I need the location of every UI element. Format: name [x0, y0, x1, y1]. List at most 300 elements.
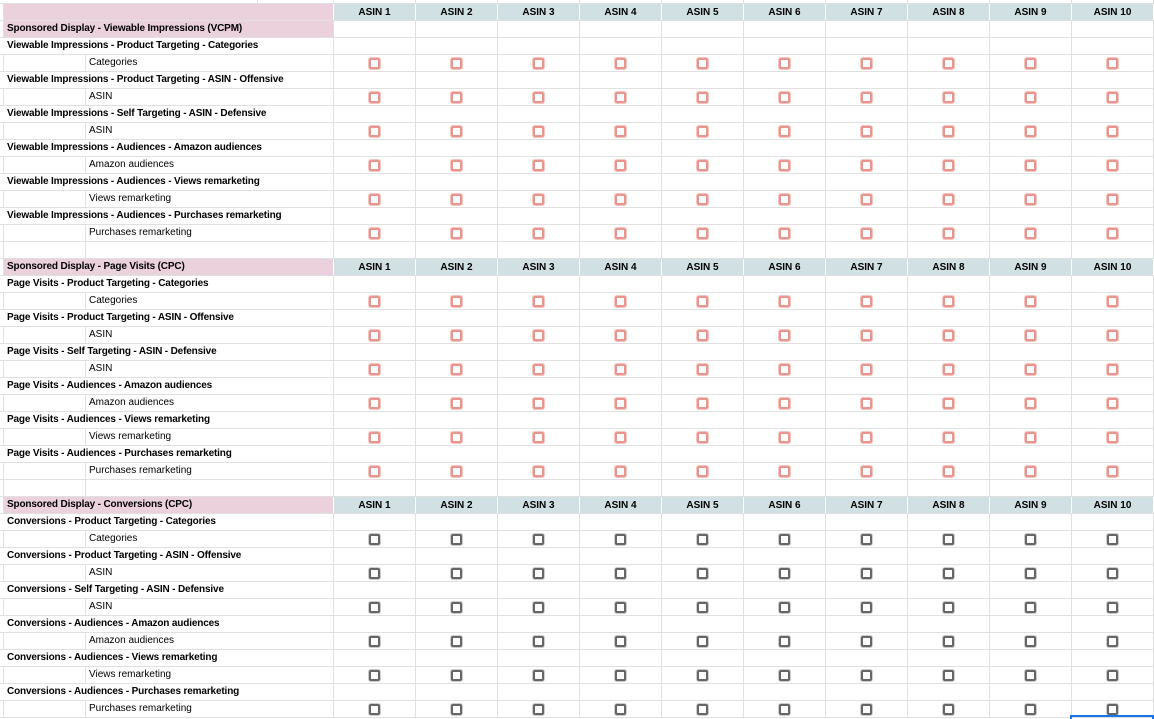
checkbox-asin-5[interactable] — [697, 568, 708, 579]
checkbox-asin-10[interactable] — [1107, 432, 1118, 443]
checkbox-asin-4[interactable] — [615, 670, 626, 681]
checkbox-asin-6[interactable] — [779, 432, 790, 443]
checkbox-asin-10[interactable] — [1107, 58, 1118, 69]
checkbox-asin-7[interactable] — [861, 160, 872, 171]
checkbox-cell-asin-10 — [1072, 89, 1154, 105]
checkbox-asin-5[interactable] — [697, 92, 708, 103]
item-label-cell: ASIN — [86, 89, 334, 105]
checkbox-asin-7[interactable] — [861, 58, 872, 69]
checkbox-asin-8[interactable] — [943, 636, 954, 647]
checkbox-asin-7[interactable] — [861, 92, 872, 103]
checkbox-asin-7[interactable] — [861, 296, 872, 307]
checkbox-asin-10[interactable] — [1107, 92, 1118, 103]
checkbox-asin-6[interactable] — [779, 364, 790, 375]
checkbox-asin-3[interactable] — [533, 636, 544, 647]
checkbox-asin-10[interactable] — [1107, 398, 1118, 409]
checkbox-cell-asin-3 — [498, 565, 580, 581]
checkbox-asin-2[interactable] — [451, 58, 462, 69]
empty-cell-asin-8 — [908, 514, 990, 530]
checkbox-asin-3[interactable] — [533, 568, 544, 579]
checkbox-asin-3[interactable] — [533, 330, 544, 341]
checkbox-asin-10[interactable] — [1107, 126, 1118, 137]
empty-cell-asin-6 — [744, 344, 826, 360]
checkbox-asin-8[interactable] — [943, 228, 954, 239]
empty-cell-asin-7 — [826, 344, 908, 360]
checkbox-asin-8[interactable] — [943, 364, 954, 375]
empty-cell-asin-6 — [744, 548, 826, 564]
item-label-cell: ASIN — [86, 123, 334, 139]
empty-cell-asin-5 — [662, 446, 744, 462]
checkbox-asin-4[interactable] — [615, 160, 626, 171]
checkbox-asin-5[interactable] — [697, 398, 708, 409]
checkbox-asin-5[interactable] — [697, 296, 708, 307]
empty-cell-asin-2 — [416, 140, 498, 156]
checkbox-asin-4[interactable] — [615, 534, 626, 545]
checkbox-asin-9[interactable] — [1025, 466, 1036, 477]
checkbox-cell-asin-1 — [334, 429, 416, 445]
empty-cell-asin-3 — [498, 412, 580, 428]
checkbox-asin-1[interactable] — [369, 228, 380, 239]
checkbox-asin-8[interactable] — [943, 534, 954, 545]
checkbox-asin-2[interactable] — [451, 194, 462, 205]
empty-cell-asin-1 — [334, 480, 416, 496]
label-cell-a — [4, 531, 86, 547]
checkbox-asin-3[interactable] — [533, 92, 544, 103]
empty-cell-asin-10 — [1072, 72, 1154, 88]
column-header-cell-asin-7: ASIN 7 — [826, 497, 908, 513]
checkbox-asin-6[interactable] — [779, 92, 790, 103]
selected-cell-outline[interactable] — [1070, 715, 1154, 719]
column-header-cell-asin-3: ASIN 3 — [498, 259, 580, 275]
checkbox-cell-asin-5 — [662, 633, 744, 649]
checkbox-asin-7[interactable] — [861, 398, 872, 409]
checkbox-asin-8[interactable] — [943, 466, 954, 477]
checkbox-asin-10[interactable] — [1107, 704, 1118, 715]
empty-cell-asin-4 — [580, 446, 662, 462]
checkbox-asin-2[interactable] — [451, 330, 462, 341]
checkbox-row — [0, 531, 1154, 548]
group-label-row — [0, 174, 1154, 191]
checkbox-asin-5[interactable] — [697, 432, 708, 443]
group-label-cell: Page Visits - Self Targeting - ASIN - Defensive — [0, 344, 334, 360]
checkbox-cell-asin-4 — [580, 55, 662, 71]
checkbox-asin-6[interactable] — [779, 194, 790, 205]
checkbox-cell-asin-6 — [744, 55, 826, 71]
checkbox-asin-1[interactable] — [369, 398, 380, 409]
checkbox-asin-8[interactable] — [943, 160, 954, 171]
column-header-cell-asin-2: ASIN 2 — [416, 497, 498, 513]
checkbox-asin-4[interactable] — [615, 228, 626, 239]
checkbox-asin-3[interactable] — [533, 466, 544, 477]
checkbox-asin-8[interactable] — [943, 296, 954, 307]
checkbox-asin-1[interactable] — [369, 364, 380, 375]
checkbox-asin-10[interactable] — [1107, 296, 1118, 307]
checkbox-asin-9[interactable] — [1025, 534, 1036, 545]
empty-cell-asin-9 — [990, 276, 1072, 292]
checkbox-asin-4[interactable] — [615, 330, 626, 341]
checkbox-asin-6[interactable] — [779, 330, 790, 341]
checkbox-cell-asin-8 — [908, 565, 990, 581]
checkbox-asin-7[interactable] — [861, 126, 872, 137]
checkbox-asin-3[interactable] — [533, 126, 544, 137]
empty-cell-asin-5 — [662, 514, 744, 530]
checkbox-asin-9[interactable] — [1025, 568, 1036, 579]
checkbox-asin-2[interactable] — [451, 398, 462, 409]
checkbox-asin-7[interactable] — [861, 636, 872, 647]
checkbox-cell-asin-2 — [416, 429, 498, 445]
checkbox-asin-1[interactable] — [369, 466, 380, 477]
checkbox-asin-5[interactable] — [697, 670, 708, 681]
checkbox-cell-asin-10 — [1072, 565, 1154, 581]
checkbox-cell-asin-3 — [498, 361, 580, 377]
checkbox-cell-asin-2 — [416, 361, 498, 377]
checkbox-row — [0, 395, 1154, 412]
empty-cell-asin-8 — [908, 38, 990, 54]
group-label-row — [0, 38, 1154, 55]
checkbox-cell-asin-4 — [580, 429, 662, 445]
checkbox-cell-asin-4 — [580, 123, 662, 139]
label-cell-a — [4, 157, 86, 173]
checkbox-asin-6[interactable] — [779, 602, 790, 613]
checkbox-cell-asin-10 — [1072, 463, 1154, 479]
empty-cell-asin-7 — [826, 140, 908, 156]
checkbox-asin-7[interactable] — [861, 602, 872, 613]
checkbox-cell-asin-8 — [908, 463, 990, 479]
checkbox-asin-7[interactable] — [861, 228, 872, 239]
checkbox-cell-asin-5 — [662, 599, 744, 615]
label-cell-a — [4, 667, 86, 683]
checkbox-asin-9[interactable] — [1025, 296, 1036, 307]
checkbox-cell-asin-1 — [334, 55, 416, 71]
column-header-cell-asin-8: ASIN 8 — [908, 4, 990, 20]
column-header-cell-asin-6: ASIN 6 — [744, 4, 826, 20]
empty-cell-asin-7 — [826, 616, 908, 632]
checkbox-asin-6[interactable] — [779, 160, 790, 171]
column-header-cell-asin-5: ASIN 5 — [662, 4, 744, 20]
checkbox-asin-9[interactable] — [1025, 126, 1036, 137]
checkbox-asin-8[interactable] — [943, 126, 954, 137]
checkbox-asin-2[interactable] — [451, 466, 462, 477]
group-label-cell: Page Visits - Audiences - Amazon audiences — [0, 378, 334, 394]
checkbox-asin-10[interactable] — [1107, 466, 1118, 477]
checkbox-asin-8[interactable] — [943, 568, 954, 579]
checkbox-asin-1[interactable] — [369, 704, 380, 715]
checkbox-asin-1[interactable] — [369, 568, 380, 579]
group-label-cell: Page Visits - Audiences - Views remarketing — [0, 412, 334, 428]
checkbox-asin-2[interactable] — [451, 704, 462, 715]
checkbox-asin-2[interactable] — [451, 670, 462, 681]
checkbox-asin-2[interactable] — [451, 636, 462, 647]
empty-cell-asin-7 — [826, 684, 908, 700]
checkbox-asin-10[interactable] — [1107, 364, 1118, 375]
checkbox-asin-6[interactable] — [779, 398, 790, 409]
checkbox-cell-asin-9 — [990, 701, 1072, 717]
checkbox-asin-1[interactable] — [369, 126, 380, 137]
checkbox-asin-6[interactable] — [779, 568, 790, 579]
group-label-row — [0, 310, 1154, 327]
checkbox-asin-9[interactable] — [1025, 636, 1036, 647]
checkbox-asin-4[interactable] — [615, 126, 626, 137]
checkbox-asin-3[interactable] — [533, 58, 544, 69]
checkbox-asin-4[interactable] — [615, 398, 626, 409]
checkbox-asin-3[interactable] — [533, 194, 544, 205]
checkbox-asin-8[interactable] — [943, 194, 954, 205]
empty-cell-asin-4 — [580, 344, 662, 360]
checkbox-asin-5[interactable] — [697, 466, 708, 477]
checkbox-cell-asin-1 — [334, 633, 416, 649]
checkbox-asin-5[interactable] — [697, 602, 708, 613]
checkbox-asin-10[interactable] — [1107, 602, 1118, 613]
column-header-cell-asin-5: ASIN 5 — [662, 497, 744, 513]
checkbox-asin-9[interactable] — [1025, 398, 1036, 409]
checkbox-asin-1[interactable] — [369, 636, 380, 647]
checkbox-asin-7[interactable] — [861, 670, 872, 681]
empty-cell-asin-1 — [334, 208, 416, 224]
checkbox-asin-3[interactable] — [533, 704, 544, 715]
section-title-cell: Sponsored Display - Viewable Impressions (VCPM) — [4, 21, 334, 37]
group-label-row — [0, 72, 1154, 89]
checkbox-asin-10[interactable] — [1107, 194, 1118, 205]
checkbox-asin-4[interactable] — [615, 432, 626, 443]
group-label-cell: Viewable Impressions - Product Targeting - ASIN - Offensive — [0, 72, 334, 88]
checkbox-asin-1[interactable] — [369, 194, 380, 205]
empty-cell-asin-6 — [744, 310, 826, 326]
checkbox-asin-5[interactable] — [697, 58, 708, 69]
empty-cell-asin-5 — [662, 276, 744, 292]
checkbox-asin-1[interactable] — [369, 160, 380, 171]
checkbox-cell-asin-2 — [416, 55, 498, 71]
checkbox-cell-asin-5 — [662, 123, 744, 139]
checkbox-asin-2[interactable] — [451, 568, 462, 579]
checkbox-asin-9[interactable] — [1025, 330, 1036, 341]
checkbox-asin-2[interactable] — [451, 432, 462, 443]
checkbox-asin-10[interactable] — [1107, 330, 1118, 341]
checkbox-asin-7[interactable] — [861, 364, 872, 375]
column-header-cell-asin-10: ASIN 10 — [1072, 259, 1154, 275]
empty-cell-asin-3 — [498, 276, 580, 292]
checkbox-asin-1[interactable] — [369, 602, 380, 613]
empty-cell-asin-8 — [908, 276, 990, 292]
checkbox-asin-1[interactable] — [369, 534, 380, 545]
checkbox-asin-4[interactable] — [615, 704, 626, 715]
checkbox-asin-3[interactable] — [533, 296, 544, 307]
empty-cell-asin-6 — [744, 276, 826, 292]
empty-cell-asin-5 — [662, 106, 744, 122]
checkbox-asin-8[interactable] — [943, 58, 954, 69]
checkbox-asin-5[interactable] — [697, 704, 708, 715]
empty-cell-asin-9 — [990, 140, 1072, 156]
group-label-row — [0, 616, 1154, 633]
checkbox-asin-6[interactable] — [779, 228, 790, 239]
checkbox-cell-asin-5 — [662, 225, 744, 241]
checkbox-asin-2[interactable] — [451, 296, 462, 307]
checkbox-asin-1[interactable] — [369, 330, 380, 341]
empty-cell-asin-10 — [1072, 21, 1154, 37]
checkbox-cell-asin-5 — [662, 667, 744, 683]
checkbox-cell-asin-5 — [662, 157, 744, 173]
checkbox-asin-7[interactable] — [861, 568, 872, 579]
checkbox-asin-9[interactable] — [1025, 160, 1036, 171]
checkbox-asin-3[interactable] — [533, 534, 544, 545]
group-label-cell: Viewable Impressions - Self Targeting - ASIN - Defensive — [0, 106, 334, 122]
checkbox-asin-7[interactable] — [861, 432, 872, 443]
checkbox-asin-4[interactable] — [615, 568, 626, 579]
checkbox-asin-4[interactable] — [615, 466, 626, 477]
checkbox-asin-9[interactable] — [1025, 704, 1036, 715]
empty-cell-asin-6 — [744, 412, 826, 428]
checkbox-asin-1[interactable] — [369, 296, 380, 307]
checkbox-cell-asin-5 — [662, 463, 744, 479]
checkbox-asin-8[interactable] — [943, 432, 954, 443]
empty-cell-asin-3 — [498, 310, 580, 326]
checkbox-asin-2[interactable] — [451, 534, 462, 545]
label-cell-a — [4, 701, 86, 717]
empty-cell-asin-8 — [908, 242, 990, 258]
checkbox-asin-5[interactable] — [697, 330, 708, 341]
checkbox-asin-8[interactable] — [943, 398, 954, 409]
checkbox-asin-2[interactable] — [451, 364, 462, 375]
checkbox-asin-10[interactable] — [1107, 670, 1118, 681]
checkbox-asin-1[interactable] — [369, 432, 380, 443]
checkbox-asin-3[interactable] — [533, 602, 544, 613]
checkbox-asin-7[interactable] — [861, 466, 872, 477]
checkbox-cell-asin-3 — [498, 599, 580, 615]
checkbox-asin-10[interactable] — [1107, 228, 1118, 239]
spacer-row — [0, 480, 1154, 497]
empty-cell-asin-8 — [908, 140, 990, 156]
empty-cell-asin-3 — [498, 0, 580, 3]
checkbox-asin-8[interactable] — [943, 92, 954, 103]
checkbox-asin-7[interactable] — [861, 330, 872, 341]
checkbox-asin-6[interactable] — [779, 670, 790, 681]
empty-cell-asin-2 — [416, 684, 498, 700]
checkbox-asin-9[interactable] — [1025, 670, 1036, 681]
checkbox-asin-3[interactable] — [533, 398, 544, 409]
checkbox-asin-3[interactable] — [533, 228, 544, 239]
column-header-cell-asin-6: ASIN 6 — [744, 259, 826, 275]
checkbox-asin-2[interactable] — [451, 228, 462, 239]
empty-cell-asin-1 — [334, 0, 416, 3]
checkbox-asin-9[interactable] — [1025, 194, 1036, 205]
checkbox-asin-6[interactable] — [779, 704, 790, 715]
checkbox-cell-asin-6 — [744, 191, 826, 207]
checkbox-asin-5[interactable] — [697, 636, 708, 647]
checkbox-asin-9[interactable] — [1025, 92, 1036, 103]
empty-cell-asin-3 — [498, 548, 580, 564]
checkbox-asin-7[interactable] — [861, 704, 872, 715]
checkbox-cell-asin-8 — [908, 599, 990, 615]
checkbox-asin-8[interactable] — [943, 602, 954, 613]
empty-cell-asin-4 — [580, 514, 662, 530]
empty-cell-asin-9 — [990, 480, 1072, 496]
checkbox-asin-4[interactable] — [615, 58, 626, 69]
checkbox-asin-2[interactable] — [451, 602, 462, 613]
empty-cell-asin-9 — [990, 514, 1072, 530]
checkbox-cell-asin-8 — [908, 667, 990, 683]
checkbox-asin-2[interactable] — [451, 92, 462, 103]
checkbox-asin-4[interactable] — [615, 92, 626, 103]
empty-cell-asin-9 — [990, 0, 1072, 3]
checkbox-asin-9[interactable] — [1025, 602, 1036, 613]
checkbox-asin-2[interactable] — [451, 126, 462, 137]
empty-cell-asin-2 — [416, 344, 498, 360]
checkbox-asin-5[interactable] — [697, 534, 708, 545]
checkbox-cell-asin-4 — [580, 191, 662, 207]
column-header-cell-asin-1: ASIN 1 — [334, 4, 416, 20]
group-label-row — [0, 106, 1154, 123]
empty-cell-asin-10 — [1072, 38, 1154, 54]
checkbox-asin-6[interactable] — [779, 126, 790, 137]
empty-cell-asin-1 — [334, 140, 416, 156]
checkbox-asin-4[interactable] — [615, 602, 626, 613]
empty-cell-asin-6 — [744, 21, 826, 37]
checkbox-asin-4[interactable] — [615, 364, 626, 375]
checkbox-asin-10[interactable] — [1107, 160, 1118, 171]
checkbox-asin-8[interactable] — [943, 704, 954, 715]
empty-cell-asin-10 — [1072, 378, 1154, 394]
checkbox-asin-10[interactable] — [1107, 636, 1118, 647]
group-label-cell: Viewable Impressions - Audiences - Amazon audiences — [0, 140, 334, 156]
checkbox-asin-7[interactable] — [861, 194, 872, 205]
checkbox-cell-asin-4 — [580, 701, 662, 717]
checkbox-cell-asin-10 — [1072, 361, 1154, 377]
checkbox-cell-asin-4 — [580, 599, 662, 615]
checkbox-asin-4[interactable] — [615, 636, 626, 647]
column-header-cell-asin-4: ASIN 4 — [580, 259, 662, 275]
section-title-cell: Sponsored Display - Page Visits (CPC) — [4, 259, 334, 275]
checkbox-asin-6[interactable] — [779, 636, 790, 647]
checkbox-cell-asin-3 — [498, 89, 580, 105]
checkbox-asin-10[interactable] — [1107, 534, 1118, 545]
column-header-cell-asin-9: ASIN 9 — [990, 259, 1072, 275]
checkbox-asin-3[interactable] — [533, 364, 544, 375]
checkbox-asin-9[interactable] — [1025, 58, 1036, 69]
label-cell-b — [86, 480, 334, 496]
checkbox-asin-6[interactable] — [779, 534, 790, 545]
checkbox-asin-3[interactable] — [533, 670, 544, 681]
checkbox-asin-3[interactable] — [533, 160, 544, 171]
checkbox-asin-4[interactable] — [615, 194, 626, 205]
checkbox-asin-2[interactable] — [451, 160, 462, 171]
checkbox-row — [0, 327, 1154, 344]
checkbox-asin-9[interactable] — [1025, 364, 1036, 375]
checkbox-asin-5[interactable] — [697, 126, 708, 137]
checkbox-asin-8[interactable] — [943, 330, 954, 341]
checkbox-asin-5[interactable] — [697, 194, 708, 205]
checkbox-asin-7[interactable] — [861, 534, 872, 545]
checkbox-asin-9[interactable] — [1025, 432, 1036, 443]
empty-cell-asin-10 — [1072, 446, 1154, 462]
checkbox-asin-6[interactable] — [779, 466, 790, 477]
checkbox-cell-asin-1 — [334, 531, 416, 547]
checkbox-asin-1[interactable] — [369, 92, 380, 103]
empty-cell-asin-6 — [744, 684, 826, 700]
checkbox-asin-1[interactable] — [369, 58, 380, 69]
checkbox-asin-4[interactable] — [615, 296, 626, 307]
checkbox-asin-6[interactable] — [779, 296, 790, 307]
checkbox-cell-asin-9 — [990, 531, 1072, 547]
checkbox-asin-5[interactable] — [697, 160, 708, 171]
checkbox-asin-8[interactable] — [943, 670, 954, 681]
checkbox-asin-1[interactable] — [369, 670, 380, 681]
checkbox-row — [0, 89, 1154, 106]
checkbox-asin-5[interactable] — [697, 364, 708, 375]
checkbox-asin-3[interactable] — [533, 432, 544, 443]
checkbox-asin-9[interactable] — [1025, 228, 1036, 239]
checkbox-asin-5[interactable] — [697, 228, 708, 239]
checkbox-asin-6[interactable] — [779, 58, 790, 69]
checkbox-asin-10[interactable] — [1107, 568, 1118, 579]
